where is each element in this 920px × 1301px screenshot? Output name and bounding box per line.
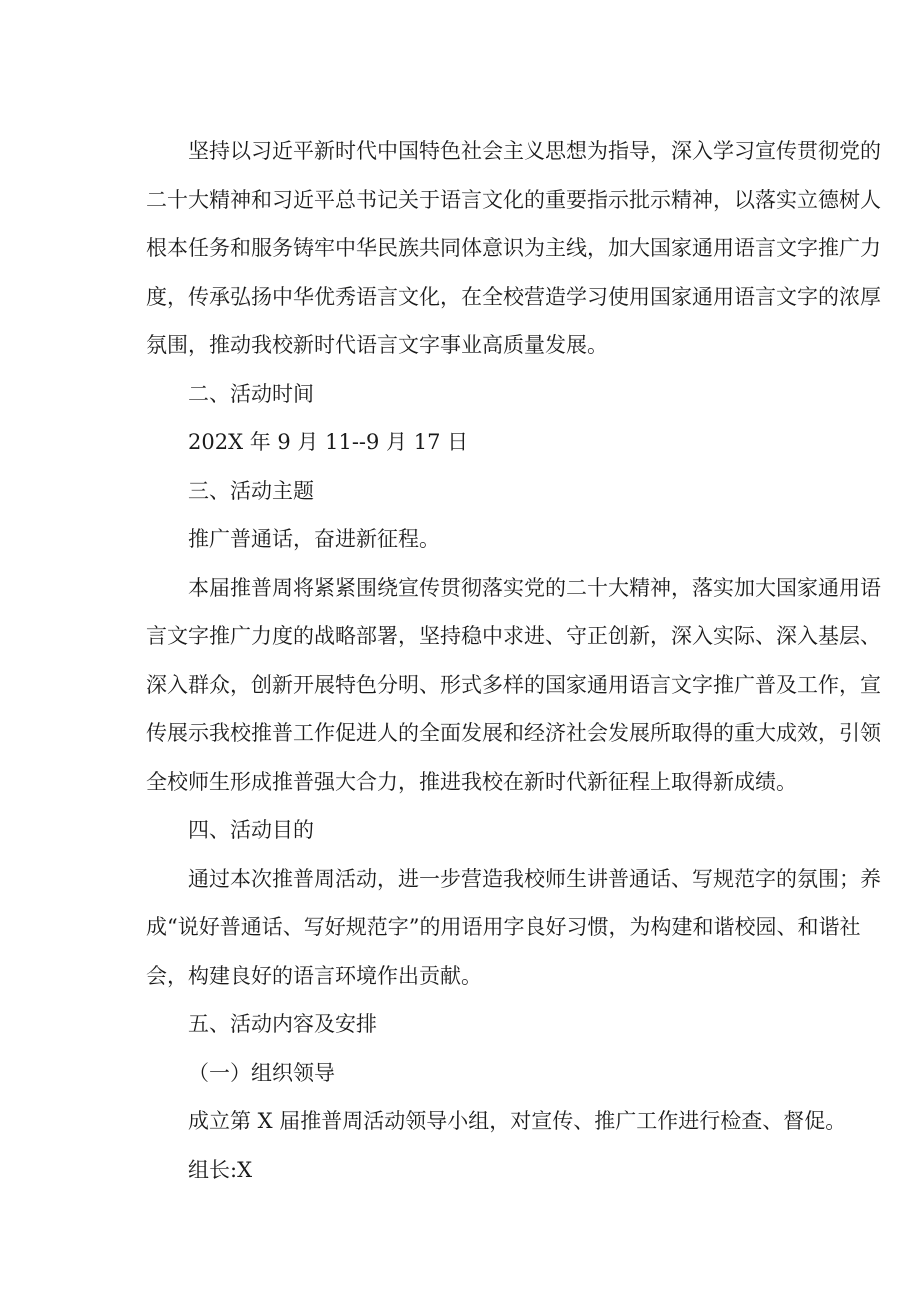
- heading-activity-time: 二、活动时间: [188, 381, 314, 406]
- paragraph-line: 氛围，推动我校新时代语言文字事业高质量发展。: [146, 333, 608, 357]
- leader-line: 组长:X: [188, 1157, 253, 1182]
- paragraph-line: 会，构建良好的语言环境作出贡献。: [146, 963, 482, 988]
- paragraph-line: 通过本次推普周活动，进一步营造我校师生讲普通话、写规范字的氛围；养: [188, 866, 881, 891]
- paragraph-line: 成“说好普通话、写好规范字”的用语用字良好习惯，为构建和谐校园、和谐社: [146, 915, 861, 939]
- paragraph-theme-description: [146, 564, 881, 807]
- subheading-organization: （一）组织领导: [188, 1060, 335, 1085]
- paragraph-line: 度，传承弘扬中华优秀语言文化，在全校营造学习使用国家通用语言文字的浓厚: [146, 284, 881, 309]
- paragraph-line: 坚持以习近平新时代中国特色社会主义思想为指导，深入学习宣传贯彻党的: [188, 139, 881, 163]
- document-body: [146, 127, 881, 1194]
- heading-activity-theme: 三、活动主题: [188, 478, 314, 503]
- paragraph-line: 言文字推广力度的战略部署，坚持稳中求进、守正创新，深入实际、深入基层、: [146, 624, 881, 648]
- activity-time-value: 202X 年 9 月 11--9 月 17 日: [188, 430, 469, 454]
- paragraph-line: 二十大精神和习近平总书记关于语言文化的重要指示批示精神，以落实立德树人: [146, 187, 881, 212]
- paragraph-line: 传展示我校推普工作促进人的全面发展和经济社会发展所取得的重大成效，引领: [146, 721, 881, 745]
- heading-activity-purpose: 四、活动目的: [188, 818, 314, 842]
- paragraph-leading-group: 成立第 X 届推普周活动领导小组，对宣传、推广工作进行检查、督促。: [188, 1109, 847, 1133]
- paragraph-guiding-ideology: [146, 127, 881, 370]
- paragraph-line: 深入群众，创新开展特色分明、形式多样的国家通用语言文字推广普及工作，宣: [146, 672, 881, 697]
- paragraph-line: 根本任务和服务铸牢中华民族共同体意识为主线，加大国家通用语言文字推广力: [146, 236, 881, 260]
- paragraph-line: 本届推普周将紧紧围绕宣传贯彻落实党的二十大精神，落实加大国家通用语: [188, 575, 881, 600]
- paragraph-activity-purpose: [146, 855, 881, 1001]
- heading-activity-content: 五、活动内容及安排: [188, 1012, 377, 1036]
- paragraph-line: 全校师生形成推普强大合力，推进我校在新时代新征程上取得新成绩。: [146, 769, 797, 794]
- activity-theme-value: 推广普通话，奋进新征程。: [188, 527, 440, 551]
